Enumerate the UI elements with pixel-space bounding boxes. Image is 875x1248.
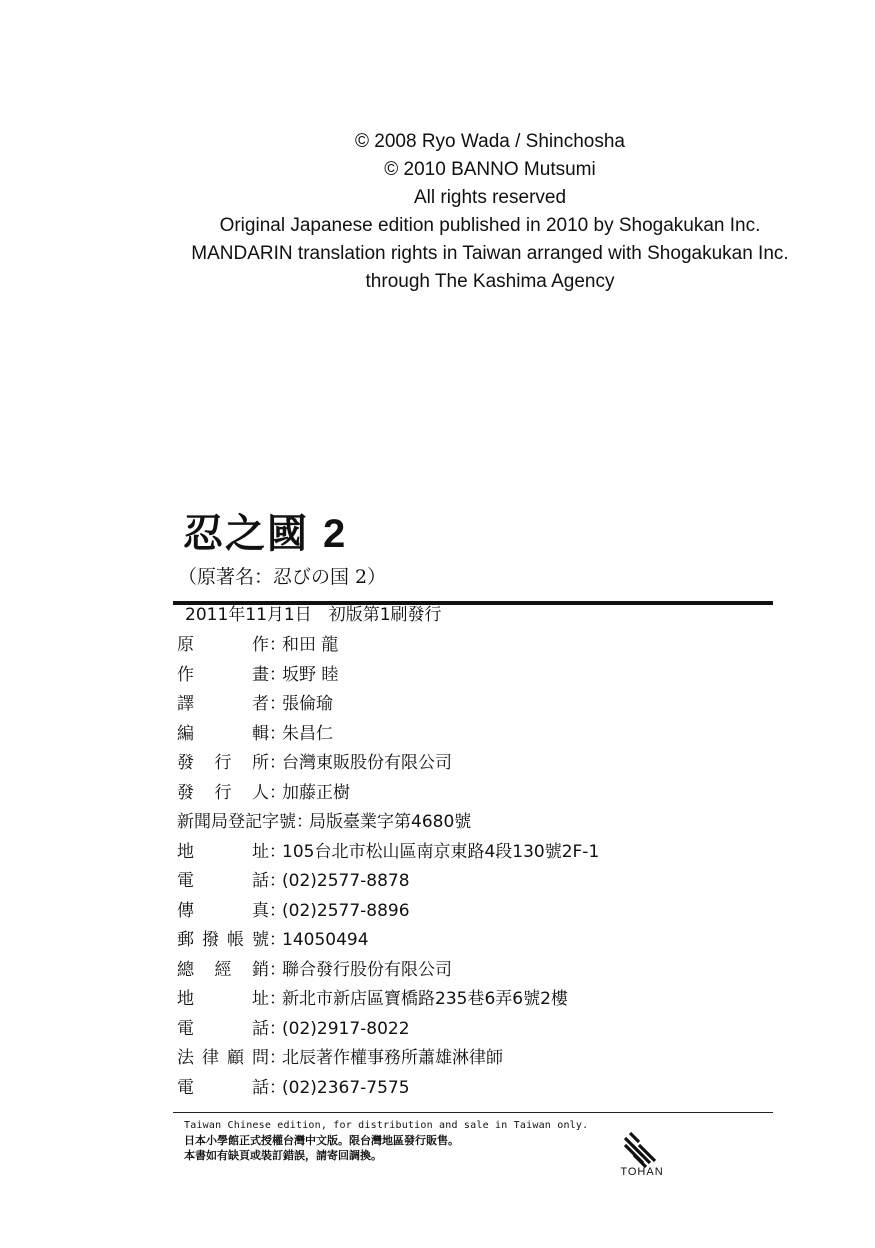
credit-value: 朱昌仁 [282,723,333,744]
credit-row [177,898,410,924]
credit-row [177,750,452,776]
credit-label: 發行人 [177,782,269,803]
credit-value: (02)2367-7575 [282,1077,410,1098]
credit-separator: ： [269,1048,286,1068]
credit-separator: ： [269,753,286,773]
credit-row [177,1016,410,1042]
credit-label: 地址 [177,841,269,862]
credit-value: (02)2577-8896 [282,900,410,921]
credit-separator: ： [269,782,286,803]
credit-row [177,1045,503,1071]
footer-divider [173,1112,773,1113]
credit-separator: ： [269,989,286,1009]
credit-row [177,839,599,865]
credit-separator: ： [269,930,286,950]
tohan-logo-text: TOHAN [620,1166,664,1178]
copyright-line: © 2008 Ryo Wada / Shinchosha [355,131,625,152]
credit-separator: ： [296,812,313,832]
credit-label: 編輯 [177,723,269,744]
credit-separator: ： [269,900,286,921]
credit-row [177,691,333,717]
credit-separator: ： [269,664,286,685]
credit-separator: ： [269,871,286,891]
credit-value: (02)2577-8878 [282,871,410,891]
credit-separator: ： [269,723,286,744]
credit-value: 聯合發行股份有限公司 [282,959,452,980]
credit-label: 譯者 [177,694,269,714]
credit-value: 105台北市松山區南京東路4段130號2F-1 [282,841,600,862]
credit-label: 傳真 [177,900,269,921]
credit-separator: ： [269,841,286,862]
copyright-line: Original Japanese edition published in 2010 by Shogakukan Inc. [219,215,761,236]
credit-label: 總經銷 [177,959,269,980]
credit-value: 北辰著作權事務所蕭雄淋律師 [282,1048,503,1068]
credit-value: (02)2917-8022 [282,1018,410,1039]
credit-value: 張倫瑜 [282,694,333,714]
credit-separator: ： [269,694,286,714]
credit-separator: ： [269,1018,286,1039]
credit-row [177,1075,410,1101]
credit-label: 作畫 [177,664,269,685]
credit-value: 新北市新店區寶橋路235巷6弄6號2樓 [282,989,568,1009]
distribution-notice: Taiwan Chinese edition, for distribution and sale in Taiwan only. [184,1120,589,1131]
credit-row [177,927,369,953]
copyright-line: through The Kashima Agency [365,271,615,292]
credit-value: 局版臺業字第4680號 [309,812,472,832]
credit-label: 地址 [177,989,269,1009]
copyright-line: © 2010 BANNO Mutsumi [384,159,596,180]
credit-label: 電話 [177,1077,269,1098]
credit-row [177,957,452,983]
copyright-line: All rights reserved [413,187,567,208]
credit-value: 加藤正樹 [282,782,350,803]
credit-row [177,809,471,835]
book-title [183,510,347,558]
credit-row [177,780,350,806]
credit-row [177,721,333,747]
credit-value: 台灣東販股份有限公司 [282,753,452,773]
credit-label: 發行所 [177,753,269,773]
copyright-block [170,128,810,296]
credit-row [177,868,410,894]
credit-row [177,632,338,658]
credit-label: 郵撥帳號 [177,930,269,950]
credit-label: 原作 [177,635,269,655]
license-notice: 日本小學館正式授權台灣中文版。限台灣地區發行販售。 [184,1134,459,1147]
credit-value: 14050494 [282,930,369,950]
credit-label: 新聞局登記字號 [177,812,296,832]
credit-label: 電話 [177,1018,269,1039]
credit-separator: ： [269,1077,286,1098]
credit-label: 法律顧問 [177,1048,269,1068]
credit-separator: ： [269,959,286,980]
book-volume: 2 [323,512,348,556]
credit-label: 電話 [177,871,269,891]
publication-date: 2011年11月1日 初版第1刷發行 [185,605,442,625]
credit-row [177,986,568,1012]
copyright-line: MANDARIN translation rights in Taiwan arranged with Shogakukan Inc. [191,243,789,264]
original-title: （原著名：忍びの国 2） [178,566,387,588]
credit-row [177,662,338,688]
replacement-notice: 本書如有缺頁或裝訂錯誤，請寄回調換。 [184,1149,382,1162]
book-title-text: 忍之國 [183,510,309,557]
credit-value: 和田 龍 [282,635,339,655]
footer-notice [184,1118,588,1163]
credit-separator: ： [269,635,286,655]
credit-value: 坂野 睦 [282,664,339,685]
